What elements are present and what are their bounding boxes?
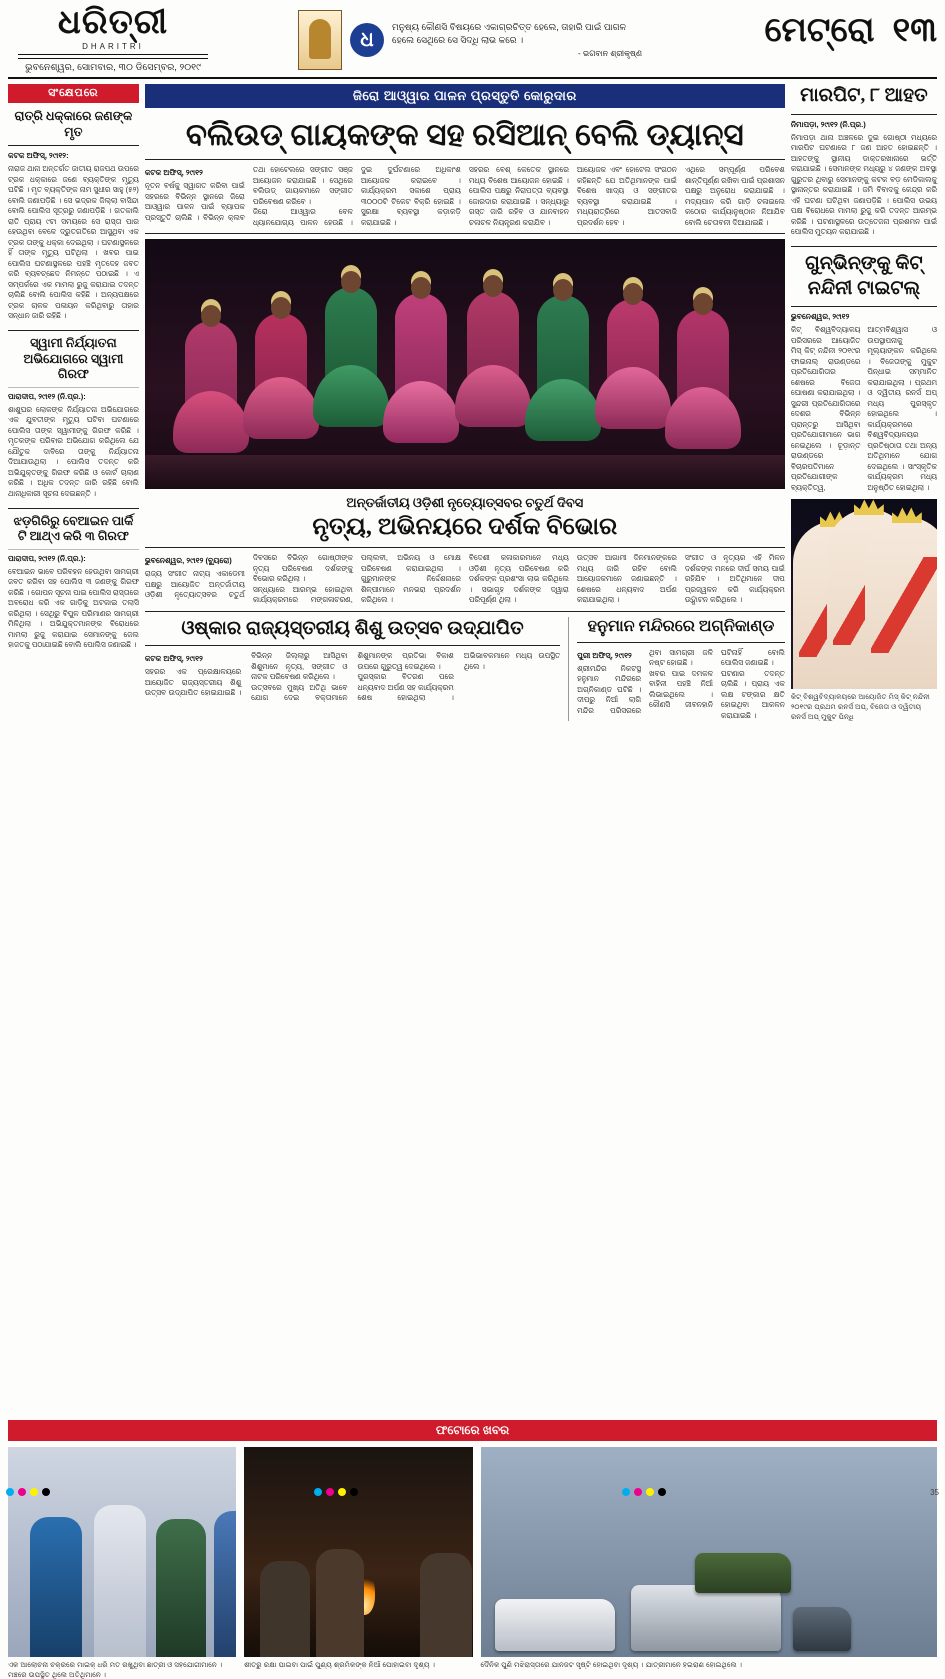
dancer-head xyxy=(271,297,291,319)
folio-number: 35 xyxy=(930,1487,939,1497)
fight-story-headline: ମାରପିଟ, ୮ ଆହତ xyxy=(800,85,928,106)
yellow-dot xyxy=(30,1488,38,1496)
truck xyxy=(695,1553,791,1593)
person-figure xyxy=(156,1519,206,1657)
person-figure xyxy=(214,1511,236,1657)
dancer-head xyxy=(411,277,431,299)
divider xyxy=(145,233,785,234)
dancer-head xyxy=(693,293,713,315)
brief-body: ଶାଶୁଘର ଲୋକଙ୍କ ନିର୍ଯ୍ୟାତନା ଅଭିଯୋଗରେ ଏକ ଯୁବତୀଙ୍କ ମୃତ୍ୟୁ ଘଟିବା ଘଟଣାରେ ପୋଲିସ ତାଙ୍କ ସ୍ୱାମୀଙ୍କୁ ଗିରଫ କରିଛି । ମୃତକଙ୍କ ପରିବାର ଅଭିଯୋଗ କରିଥିଲେ ଯେ ଯୌତୁକ ଦାବିରେ ତାଙ୍କୁ ନିର୍ଯ୍ୟାତନା ଦିଆଯାଉଥିଲା । ପୋଲିସ ତଦନ୍ତ କରି ଅଭିଯୁକ୍ତଙ୍କୁ ଗିରଫ କରିଛି ଓ କୋର୍ଟ ଚାଲାଣ କରିଛି । ଅଧିକ ତଦନ୍ତ ଜାରି ରହିଛି ବୋଲି ଥାନାଧିକାରୀ ସୂଚନା ଦେଇଛନ୍ତି । xyxy=(8,404,139,498)
brief-item xyxy=(8,508,139,651)
publication-date: ଭୁବନେଶ୍ୱର, ସୋମବାର, ୩୦ ଡିସେମ୍ବର, ୨୦୧୯ xyxy=(25,62,201,73)
divider xyxy=(8,549,139,550)
color-dots-center xyxy=(314,1488,358,1496)
divider xyxy=(791,114,937,115)
dancer-figure xyxy=(537,295,589,441)
page-columns xyxy=(8,84,937,1414)
magenta-dot xyxy=(18,1488,26,1496)
dancer-figure xyxy=(607,299,659,429)
pageant-photo-caption: କିଟ୍ ବିଶ୍ୱବିଦ୍ୟାଳୟରେ ଆୟୋଜିତ ମିସ୍ କିଟ୍ ନନ୍ଦିନୀ ୨୦୧୯ର ପ୍ରଥମ ରନର୍ସ ଅପ୍, ବିଜେତା ଓ ଦ୍ୱିତୀୟ ରନର୍ସ ଅପ୍ ମୁକୁଟ ପିନ୍ଧି xyxy=(790,692,930,721)
cyan-dot xyxy=(622,1488,630,1496)
dancer-head xyxy=(483,275,503,297)
brief-item xyxy=(8,109,139,322)
divider xyxy=(791,306,937,307)
dancer-head xyxy=(201,305,221,327)
section-title: ମେଟ୍ରୋ xyxy=(764,12,875,49)
dance-paragraph: ବିଦେଶୀ କଳାକାରମାନେ ମଧ୍ୟ ଓଡ଼ିଶୀ ନୃତ୍ୟ ପରିବେଷଣ କରି ଦର୍ଶକଙ୍କ ପ୍ରଶଂସା ଲାଭ କରିଥିଲେ । ସଭାଗୃହ ଦର୍ଶକଙ୍କ ଦ୍ୱାରା ପରିପୂର୍ଣ୍ଣ ଥିଲା । xyxy=(468,553,569,605)
dancer-skirt xyxy=(455,365,531,427)
child-festival-paragraph: ଉତ୍ସବରେ ମୁଖ୍ୟ ଅତିଥି ଭାବେ ଯୋଗ ଦେଇ ବକ୍ତାମାନେ ଶିଶୁମାନଙ୍କ ପ୍ରତିଭା ବିକାଶ ଉପରେ ଗୁରୁତ୍ୱ ଦେଇଥିଲେ । xyxy=(251,651,454,703)
masthead-logo xyxy=(8,6,218,73)
dance-paragraph: ସଂଗୀତ ଓ ନୃତ୍ୟର ଏହି ମିଳନ ଦର୍ଶକଙ୍କ ମନରେ ଦୀର୍ଘ ସମୟ ପାଇଁ ରହିଯିବ । ଅତିଥିମାନେ ଦୀପ ପ୍ରଜ୍ୱଳନ କରି କାର୍ଯ୍ୟକ୍ରମ ଉଦ୍ଘାଟନ କରିଥିଲେ । xyxy=(684,553,785,605)
dance-dateline: ଭୁବନେଶ୍ୱର, ୨୯ା୧୨ (ବ୍ୟୁରୋ) xyxy=(144,556,232,566)
photo-news-strip xyxy=(8,1447,937,1679)
brief-body: ନାରାଜ ଥାନା ଅନ୍ତର୍ଗତ ଜାତୀୟ ରାଜପଥ ଉପରେ ଟ୍ରକ ଧକ୍କାରେ ଜଣେ ବ୍ୟକ୍ତିଙ୍କ ମୃତ୍ୟୁ ଘଟିଛି । ମୃତ ବ୍ୟକ୍ତିଙ୍କ ନାମ ସୁଧୀର ସାହୁ (୫୨) ବୋଲି ଜଣାପଡ଼ିଛି । ସେ ଭଦ୍ରକ ଜିଲ୍ଲା ବାସିନ୍ଦା ବୋଲି ପୋଲିସ ସୂତ୍ରରୁ ଜଣାପଡ଼ିଛି । ଗତକାଲି ରାତି ପ୍ରାୟ ୯ଟା ସମୟରେ ସେ ରାସ୍ତା ପାର ହେଉଥିବା ବେଳେ ଦ୍ରୁତଗତିରେ ଆସୁଥିବା ଏକ ଟ୍ରକ ତାଙ୍କୁ ଧକ୍କା ଦେଇଥିଲା । ଘଟଣାସ୍ଥଳରେ ହିଁ ତାଙ୍କ ମୃତ୍ୟୁ ଘଟିଥିଲା । ଖବର ପାଇ ପୋଲିସ ଘଟଣାସ୍ଥଳରେ ପହଞ୍ଚି ମୃତଦେହ ଜବତ କରି ବ୍ୟବଚ୍ଛେଦ ନିମନ୍ତେ ପଠାଇଛି । ଏ ସମ୍ପର୍କରେ ଏକ ମାମଲା ରୁଜୁ କରାଯାଇ ତଦନ୍ତ ଚାଲିଛି ବୋଲି ପୋଲିସ କହିଛି । ଅନ୍ୟପକ୍ଷରେ ଟ୍ରକ ଚାଳକ ପଳାୟନ କରିଥିବାରୁ ତାହାର ସନ୍ଧାନ ଜାରି ରହିଛି । xyxy=(8,164,139,321)
odissi-dance-photo xyxy=(145,239,785,489)
dance-body xyxy=(145,553,785,606)
divider xyxy=(8,508,139,509)
temple-fire-paragraph: ଶ୍ରୀମନ୍ଦିର ନିକଟସ୍ଥ ହନୁମାନ ମନ୍ଦିରରେ ଅଗ୍ନିକାଣ୍ଡ ଘଟିଛି । ଦୀପରୁ ନିଆଁ ଲାଗି ମନ୍ଦିର ପରିସରରେ ଥିବା ସାମଗ୍ରୀ ଜଳି ନଷ୍ଟ ହୋଇଛି । xyxy=(577,647,713,715)
child-festival-paragraph: ସହରର ଏକ ପ୍ରେକ୍ଷାଳୟରେ ଆୟୋଜିତ ରାଜ୍ୟସ୍ତରୀୟ ଶିଶୁ ଉତ୍ସବ ଉଦ୍‌ଯାପିତ ହୋଇଯାଇଛି । ବିଭିନ୍ନ ଜିଲ୍ଲାରୁ ଆସିଥିବା ଶିଶୁମାନେ ନୃତ୍ୟ, ସଙ୍ଗୀତ ଓ ନାଟକ ପରିବେଷଣ କରିଥିଲେ । xyxy=(144,651,348,698)
lead-dateline: କଟକ ଅଫିସ୍, ୨୯ା୧୨ xyxy=(144,168,203,178)
masthead-section xyxy=(722,6,937,50)
person-figure xyxy=(316,1549,364,1657)
logo-divider xyxy=(18,54,208,59)
dancer-skirt xyxy=(665,387,741,449)
divider xyxy=(577,642,785,643)
dancer-skirt xyxy=(313,365,389,427)
pageant-story-dateline: ଭୁବନେଶ୍ୱର, ୨୯ା୧୨ xyxy=(790,312,850,322)
quote-attribution: - ଭଗବାନ ଶ୍ରୀକୃଷ୍ଣ xyxy=(578,48,642,58)
main-column xyxy=(145,84,785,1414)
lead-paragraph: ଜିରୋ ଆଓ୍ୱାର ବେଳ ଧ୍ୟାନଯୋଗ୍ୟ ପାଳନ ହେଉଛି । ଦୁଇ ଦୁର୍ଘଟଣାରେ ଅଧିକାଂଶ ଆୟୋଜକ କରାଇବେ । କାର୍ଯ୍ୟକ୍ରମ ସକାଶେ ପ୍ରାୟ ୩୦୦୦ଟି ଟିକେଟ ବିକ୍ରି ହୋଇଛି । ସୁରକ୍ଷା ବ୍ୟବସ୍ଥା କଡ଼ାକଡ଼ି କରାଯାଇଛି । xyxy=(252,165,461,227)
color-dots-left xyxy=(6,1488,50,1496)
magenta-dot xyxy=(326,1488,334,1496)
brief-headline: ସ୍ୱାମୀ ନିର୍ଯ୍ୟାତନା ଅଭିଯୋଗରେ ସ୍ୱାମୀ ଗିରଫ xyxy=(23,335,124,382)
story-child-festival xyxy=(145,617,560,722)
divider xyxy=(8,387,139,388)
temple-fire-paragraph: ଘଟଣାର ତଦନ୍ତ ଚାଲିଛି । ପ୍ରାୟ ଏକ ଲକ୍ଷ ଟଙ୍କାର କ୍ଷତି ହୋଇଥିବା ଆକଳନ କରାଯାଇଛି । xyxy=(720,668,785,720)
yellow-dot xyxy=(338,1488,346,1496)
black-dot xyxy=(42,1488,50,1496)
yellow-dot xyxy=(646,1488,654,1496)
photo-news-item xyxy=(481,1447,938,1679)
cyan-dot xyxy=(314,1488,322,1496)
photo-news-item xyxy=(244,1447,472,1679)
lead-paragraph: ନୂତନ ବର୍ଷକୁ ସ୍ୱାଗତ କରିବା ପାଇଁ ସହରରେ ବିଭିନ୍ନ ସ୍ଥାନରେ ଜିରୋ ଆଓ୍ୱାର ପାଳନ ପାଇଁ ବ୍ୟାପକ ପ୍ରସ୍ତୁତି ଚାଲିଛି । ବିଭିନ୍ନ କ୍ଲବ ତଥା ହୋଟେଲରେ ସଙ୍ଗୀତ ସଞ୍ଜ ଆୟୋଜନ କରାଯାଇଛି । ସେଥିରେ ବଲିଉଡ୍ ଗାୟକମାନେ ସଙ୍ଗୀତ ପରିବେଷଣ କରିବେ । xyxy=(144,165,353,222)
right-column xyxy=(791,84,937,1414)
temple-fire-paragraph: ଖବର ପାଇ ଦମକଳ ବାହିନୀ ପହଞ୍ଚି ନିଆଁ ଲିଭାଇଥିଲେ । କୌଣସି ଜୀବନହାନି ଘଟିନାହିଁ ବୋଲି ପୋଲିସ ଜଣାଇଛି । xyxy=(649,647,785,710)
lead-kicker: ଜିରୋ ଆଓ୍ୱାର ପାଳନ ପ୍ରସ୍ତୁତି କୋରୁଦାର xyxy=(145,84,785,108)
left-column xyxy=(8,84,139,1414)
crown-icon xyxy=(892,507,922,523)
bonfire-photo xyxy=(244,1447,472,1657)
fight-story-dateline: ନିମାପଡ଼ା, ୨୯ା୧୨ (ନି.ପ୍ର.) xyxy=(790,119,866,129)
divider xyxy=(8,330,139,331)
brief-item xyxy=(8,330,139,500)
school-event-photo xyxy=(8,1447,236,1657)
dancer-figure xyxy=(467,291,519,427)
divider xyxy=(145,547,785,548)
lead-paragraph: ଏଥିରେ ସମ୍ପୂର୍ଣ୍ଣ ପରିବେଶ ଶାନ୍ତିପୂର୍ଣ୍ଣ ରଖିବା ପାଇଁ ପ୍ରଶାସନ ପକ୍ଷରୁ ଅନୁରୋଧ କରାଯାଇଛି । ମଦ୍ୟପାନ କରି ଗାଡ଼ି ଚଳାଇଲେ କଠୋର କାର୍ଯ୍ୟାନୁଷ୍ଠାନ ନିଆଯିବ ବୋଲି ଚେତାବନୀ ଦିଆଯାଇଛି । xyxy=(684,165,785,227)
brief-body: ବେଆଇନ ଭାବେ ପରିବହନ ହେଉଥିବା ସାମଗ୍ରୀ ଜବତ କରିବା ସହ ପୋଲିସ ୩ ଜଣଙ୍କୁ ଗିରଫ କରିଛି । ଗୋପନ ସୂଚନା ପାଇ ପୋଲିସ ରାସ୍ତାରେ ଅବରୋଧ କରି ଏକ ଗାଡ଼ିକୁ ଅଟକାଇ ତଲାସି କରିଥିଲା । ସେଥିରୁ ବିପୁଳ ପରିମାଣର ସାମଗ୍ରୀ ମିଳିଥିଲା । ଅଭିଯୁକ୍ତମାନଙ୍କ ବିରୋଧରେ ମାମଲା ରୁଜୁ କରାଯାଇ ସେମାନଙ୍କୁ ଜେଲ ହାଜତକୁ ପଠାଯାଇଛି ବୋଲି ପୋଲିସ ଜଣାଇଛି । xyxy=(8,566,139,650)
divider xyxy=(145,645,560,646)
fight-story-body: ନିମାପଡ଼ା ଥାନା ଅଞ୍ଚଳରେ ଦୁଇ ଗୋଷ୍ଠୀ ମଧ୍ୟରେ ମାରପିଟ ଘଟଣାରେ ୮ ଜଣ ଆହତ ହୋଇଛନ୍ତି । ଆହତଙ୍କୁ ସ୍ଥାନୀୟ ଡାକ୍ତରଖାନାରେ ଭର୍ତ୍ତି କରାଯାଇଛି । ସେମାନଙ୍କ ମଧ୍ୟରୁ ୪ ଜଣଙ୍କ ଅବସ୍ଥା ଗୁରୁତର ଥିବାରୁ ସେମାନଙ୍କୁ କଟକ ବଡ଼ ମେଡିକାଲକୁ ସ୍ଥାନାନ୍ତର କରାଯାଇଛି । ଜମି ବିବାଦକୁ କେନ୍ଦ୍ର କରି ଏହି ଘଟଣା ଘଟିଥିବା ଜଣାପଡ଼ିଛି । ପୋଲିସ ଉଭୟ ପକ୍ଷ ବିରୋଧରେ ମାମଲା ରୁଜୁ କରି ତଦନ୍ତ ଆରମ୍ଭ କରିଛି । ଘଟଣାସ୍ଥଳରେ ଉତ୍ତେଜନା ପ୍ରଶମନ ପାଇଁ ପୋଲିସ ମୁତୟନ କରାଯାଇଛି । xyxy=(790,132,937,237)
dancer-head xyxy=(623,283,643,305)
crown-icon xyxy=(854,499,884,515)
photo-caption: ଶୀତରୁ ରକ୍ଷା ପାଇବା ପାଇଁ ପୁଣ୍ୟ ଶ୍ରମିକଙ୍କ ନିଆଁ ପୋହାଇବା ଦୃଶ୍ୟ । xyxy=(244,1660,435,1669)
person-figure xyxy=(420,1553,472,1657)
story-temple-fire xyxy=(568,617,785,722)
dancer-skirt xyxy=(243,377,319,439)
traffic-jam-photo xyxy=(481,1447,938,1657)
dancer-skirt xyxy=(383,381,459,443)
dance-overline: ଅନ୍ତର୍ଜାତୀୟ ଓଡ଼ିଶୀ ନୃତ୍ୟୋତ୍ସବର ଚତୁର୍ଥ ଦିବସ xyxy=(346,495,584,511)
divider xyxy=(791,246,937,247)
photo-caption: ଦୈନିକ ପୁଣି ମଝିରାସ୍ତାରେ ଯାନଜଟ ସୃଷ୍ଟି ହୋଇଥିବା ଦୃଶ୍ୟ । ଯାତ୍ରୀମାନେ ହଇରାଣ ହୋଇଥିଲେ । xyxy=(480,1660,742,1669)
dancer-skirt xyxy=(173,391,249,453)
jagannath-icon xyxy=(298,10,342,70)
sash xyxy=(871,557,937,653)
photo-news-item xyxy=(8,1447,236,1679)
person-figure xyxy=(30,1517,82,1657)
masthead-quote-block xyxy=(218,6,722,70)
pageant-story-headline: ଗୁନ୍‌ଭିନ୍‌ଙ୍କୁ କିଟ୍ ନନ୍ଦିନୀ ଟାଇଟଲ୍ xyxy=(805,252,923,299)
person-figure xyxy=(260,1561,310,1657)
color-dots-right xyxy=(622,1488,666,1496)
cyan-dot xyxy=(6,1488,14,1496)
masthead xyxy=(8,6,937,79)
divider xyxy=(8,145,139,146)
photo-news-banner: ଫଟୋରେ ଖବର xyxy=(8,1420,937,1441)
dance-paragraph: ରାଜ୍ୟ ସଂଗୀତ ନାଟ୍ୟ ଏକାଡେମୀ ପକ୍ଷରୁ ଆୟୋଜିତ ଅନ୍ତର୍ଜାତୀୟ ଓଡ଼ିଶୀ ନୃତ୍ୟୋତ୍ସବର ଚତୁର୍ଥ ଦିବସରେ ବିଭିନ୍ନ ଗୋଷ୍ଠୀଙ୍କ ନୃତ୍ୟ ପରିବେଷଣ ଦର୍ଶକଙ୍କୁ ବିଭୋର କରିଥିଲା । xyxy=(144,553,353,600)
lead-body xyxy=(145,165,785,228)
brief-dateline: ପାରାଦୀପ, ୨୯ା୧୨ (ନି.ପ୍ର.): xyxy=(8,391,86,401)
dancer-head xyxy=(341,271,361,293)
print-registration-bar xyxy=(0,1485,945,1499)
page-number: ୧୩ xyxy=(892,12,937,49)
brief-section-banner: ସଂକ୍ଷେପରେ xyxy=(8,84,139,103)
temple-fire-headline: ହନୁମାନ ମନ୍ଦିରରେ ଅଗ୍ନିକାଣ୍ଡ xyxy=(587,617,775,635)
publication-logo-roman: DHARITRI xyxy=(82,42,144,51)
pageant-photo xyxy=(791,499,937,689)
car xyxy=(631,1585,781,1651)
brief-headline: ରାତ୍ରି ଧକ୍କାରେ ଜଣଙ୍କ ମୃତ xyxy=(14,109,133,139)
child-festival-paragraph: ପୁରସ୍କାର ବିତରଣ ପରେ ଧନ୍ୟବାଦ ଅର୍ପଣ ସହ କାର୍ଯ୍ୟକ୍ରମ ଶେଷ ହୋଇଥିଲା । ଅଭିଭାବକମାନେ ମଧ୍ୟ ଉପସ୍ଥିତ ଥିଲେ । xyxy=(357,651,561,703)
divider xyxy=(145,611,785,612)
dance-paragraph: ସନ୍ଧ୍ୟାରେ ଆରମ୍ଭ ହୋଇଥିବା କାର୍ଯ୍ୟକ୍ରମରେ ମଙ୍ଗଳାଚରଣ, ପଲ୍ଲବୀ, ଅଭିନୟ ଓ ମୋକ୍ଷ ପରିବେଷଣ କରାଯାଇଥିଲା । ଗୁରୁମାନଙ୍କ ନିର୍ଦ୍ଦେଶନାରେ ଶିଳ୍ପୀମାନେ ମନଭରା ପ୍ରଦର୍ଶନ କରିଥିଲେ । xyxy=(252,553,461,605)
dancer-skirt xyxy=(595,367,671,429)
child-festival-headline: ଓଷ୍କାର ରାଜ୍ୟସ୍ତରୀୟ ଶିଶୁ ଉତ୍ସବ ଉଦ୍‌ଯାପିତ xyxy=(181,617,524,639)
dancer-figure xyxy=(185,321,237,453)
dancer-figure xyxy=(677,309,729,449)
brief-headline: ଝଡ଼ଗିରିରୁ ବେଆଇନ ପାର୍କି ଟି ଆଥ୍‌ଏ କରି ୩ ଗିରଫ xyxy=(13,513,134,544)
auto-rickshaw xyxy=(793,1607,851,1651)
car xyxy=(495,1599,615,1651)
lower-stories xyxy=(145,617,785,722)
dancer-head xyxy=(553,279,573,301)
dance-paragraph: ଉତ୍ସବ ଆଗାମୀ ଦିନମାନଙ୍କରେ ମଧ୍ୟ ଜାରି ରହିବ ବୋଲି ଆୟୋଜକମାନେ ଜଣାଇଛନ୍ତି । ଶେଷରେ ଧନ୍ୟବାଦ ଅର୍ପଣ କରାଯାଇଥିଲା । xyxy=(576,553,677,605)
child-festival-body xyxy=(145,651,560,704)
publication-logo-odia: ଧରିତ୍ରୀ xyxy=(57,4,169,41)
pageant-story-body: କିଟ୍ ବିଶ୍ୱବିଦ୍ୟାଳୟ ପରିସରରେ ଆୟୋଜିତ ମିସ୍ କିଟ୍ ନନ୍ଦିନୀ ୨୦୧୯ର ଫାଇନାଲ୍ ରାଉଣ୍ଡରେ ପ୍ରତିଯୋଗିତାର ଶେଷରେ ବିଜେତା ଘୋଷଣା କରାଯାଇଥିଲା । ସୁନ୍ଦରୀ ପ୍ରତିଯୋଗିତାରେ ଦେଶର ବିଭିନ୍ନ ପ୍ରାନ୍ତରୁ ଆସିଥିବା ପ୍ରତିଯୋଗୀମାନେ ଭାଗ ନେଇଥିଲେ । ଚୂଡ଼ାନ୍ତ ରାଉଣ୍ଡରେ ବିଚାରପତିମାନେ ପ୍ରତିଯୋଗୀଙ୍କ ବ୍ୟକ୍ତିତ୍ୱ, ଆତ୍ମବିଶ୍ୱାସ ଓ ଉପସ୍ଥାପନାକୁ ମୂଲ୍ୟାଙ୍କନ କରିଥିଲେ । ବିଜେତାଙ୍କୁ ମୁକୁଟ ପିନ୍ଧାଇ ସମ୍ମାନିତ କରାଯାଇଥିଲା । ପ୍ରଥମ ଓ ଦ୍ୱିତୀୟ ରନର୍ସ ଅପ୍ ମଧ୍ୟ ପୁରସ୍କୃତ ହୋଇଥିଲେ । କାର୍ଯ୍ୟକ୍ରମରେ ବିଶ୍ୱବିଦ୍ୟାଳୟର ପ୍ରତିଷ୍ଠାତା ତଥା ଅନ୍ୟ ଅତିଥିମାନେ ଯୋଗ ଦେଇଥିଲେ । ସାଂସ୍କୃତିକ କାର୍ଯ୍ୟକ୍ରମ ମଧ୍ୟ ଅନୁଷ୍ଠିତ ହୋଇଥିଲା । xyxy=(790,325,937,492)
temple-fire-dateline: ପୁରୀ ଅଫିସ୍, ୨୯ା୧୨ xyxy=(577,650,632,660)
child-festival-dateline: କଟକ ଅଫିସ୍, ୨୯ା୧୨ xyxy=(144,654,203,664)
lead-paragraph: ଆୟୋଜକ ଏବଂ ହୋଟେଲ ସଂଗଠନ କହିଛନ୍ତି ଯେ ଅତିଥିମାନଙ୍କ ପାଇଁ ବିଶେଷ ଖାଦ୍ୟ ଓ ସଙ୍ଗୀତର ବ୍ୟବସ୍ଥା କରାଯାଇଛି । ମଧ୍ୟରାତ୍ରିରେ ଆତସବାଜି ପ୍ରଦର୍ଶନ ହେବ । xyxy=(576,165,677,227)
person-figure xyxy=(94,1505,146,1657)
temple-fire-body xyxy=(577,648,785,722)
brief-dateline: କଟକ ଅଫିସ୍, ୨୯ା୧୨: xyxy=(8,151,69,161)
masthead-quote xyxy=(392,21,642,60)
dancer-figure xyxy=(395,293,447,443)
second-runner-up-figure xyxy=(865,517,937,689)
dance-headline: ନୃତ୍ୟ, ଅଭିନୟରେ ଦର୍ଶକ ବିଭୋର xyxy=(312,514,618,541)
lead-paragraph: ସହରର ବେଶ୍ କେତେକ ସ୍ଥାନରେ ମଧ୍ୟ ବିଶେଷ ଆୟୋଜନ ହୋଇଛି । ପୋଲିସ ପକ୍ଷରୁ ନିରାପତ୍ତା ବ୍ୟବସ୍ଥା ଜୋରଦାର କରାଯାଇଛି । ସନ୍ଧ୍ୟାରୁ ଗସ୍ତ ଜାରି ରହିବ ଓ ଯାନବାହନ ଚଳାଚଳ ନିୟନ୍ତ୍ରଣ କରାଯିବ । xyxy=(468,165,569,227)
dancer-figure xyxy=(255,313,307,439)
lead-headline: ବଲିଉଡ୍ ଗାୟକଙ୍କ ସହ ରସିଆନ୍ ବେଲି ଡ୍ୟାନ୍ସ xyxy=(185,117,744,152)
dancer-figure xyxy=(325,287,377,427)
quote-text: ମନୁଷ୍ୟ କୌଣସି ବିଷୟରେ ଏକାଗ୍ରଚିତ୍ତ ହେଲେ, ତାହାରି ପାଇଁ ପାଗଳ ହେଲେ ସେଥିରେ ସେ ସିଦ୍ଧି ଲାଭ କରେ । xyxy=(392,21,627,45)
dancer-skirt xyxy=(525,379,601,441)
black-dot xyxy=(350,1488,358,1496)
photo-caption: ଏକ ଆଲୋଚନା ଚକ୍ରରେ ମାଇକ୍ ଧରି ମତ ରଖୁଥିବା ଛାତ୍ରୀ ଓ ସହଯୋଗୀମାନେ । ମଞ୍ଚରେ ଉପସ୍ଥିତ ଥିଲେ ଅତିଥିମାନେ । xyxy=(8,1660,223,1679)
stage-floor xyxy=(145,455,785,489)
brief-dateline: ପାରାଦୀପ, ୨୯ା୧୨ (ନି.ପ୍ର.): xyxy=(8,553,86,563)
black-dot xyxy=(658,1488,666,1496)
dharitri-emblem-icon: ଧ xyxy=(350,23,384,57)
divider xyxy=(145,159,785,160)
magenta-dot xyxy=(634,1488,642,1496)
